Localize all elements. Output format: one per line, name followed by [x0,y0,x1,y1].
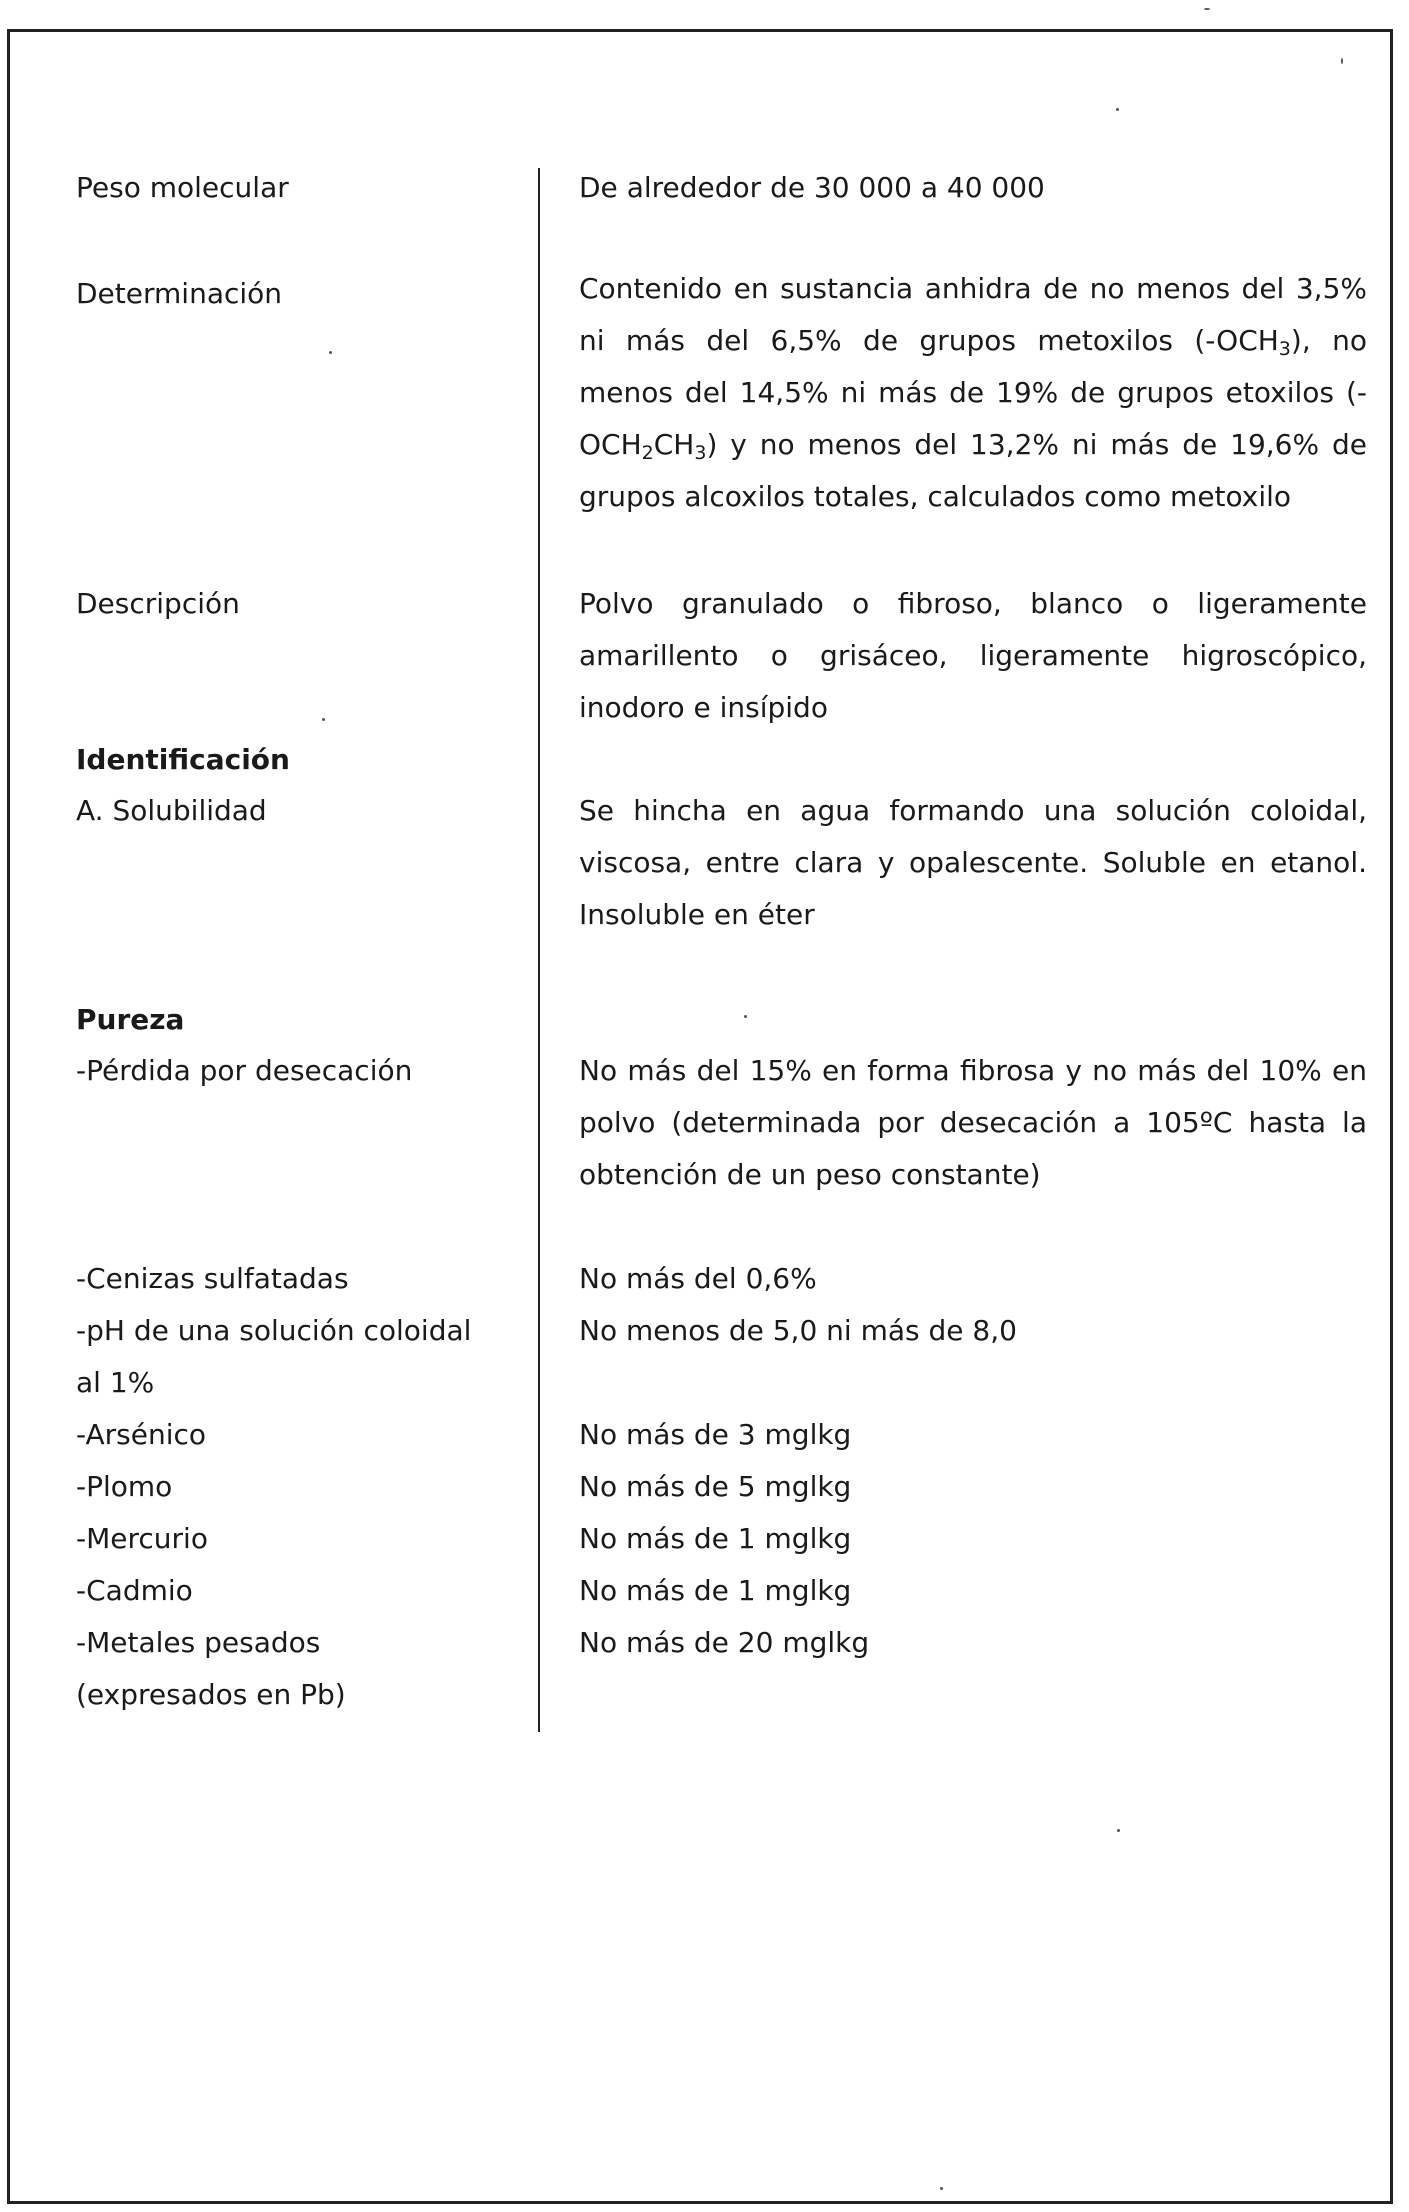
value-line: Se hincha en agua formando una solución coloidal, [579,794,1367,827]
value-line: obtención de un peso constante) [579,1158,1041,1191]
value-perdida-desecacion [579,1045,1367,1201]
label-mercurio: -Mercurio [76,1522,208,1555]
scan-speck [940,2187,943,2190]
value-line: No más del 15% en forma fibrosa y no más del 10% en [579,1054,1367,1087]
scan-speck [322,718,325,721]
label-solubilidad: A. Solubilidad [76,794,267,827]
heading-pureza: Pureza [76,1003,185,1036]
scan-speck [329,351,332,354]
value-line: No más de 5 mglkg [579,1470,852,1503]
value-line: viscosa, entre clara y opalescente. Soluble en etanol. [579,846,1367,879]
value-line: No más del 0,6% [579,1262,817,1295]
scan-speck [744,1015,747,1018]
value-plomo [579,1461,1367,1513]
value-line: De alrededor de 30 000 a 40 000 [579,171,1045,204]
value-line: grupos alcoxilos totales, calculados como metoxilo [579,480,1292,513]
value-arsenico [579,1409,1367,1461]
label-line: (expresados en Pb) [76,1678,346,1711]
value-solubilidad [579,785,1367,941]
column-divider [538,168,540,1732]
label-line: -Metales pesados [76,1626,321,1659]
scan-speck [1204,8,1210,10]
value-line: polvo (determinada por desecación a 105ºC hasta la [579,1106,1367,1139]
value-line: No más de 1 mglkg [579,1574,852,1607]
label-descripcion: Descripción [76,587,240,620]
value-determinacion [579,263,1367,523]
scan-speck [1116,108,1119,111]
value-line: No más de 1 mglkg [579,1522,852,1555]
value-mercurio [579,1513,1367,1565]
value-line: ni más del 6,5% de grupos metoxilos $(-OCH_3)$, no [579,324,1367,360]
value-line: $OCH_2CH_3$) y no menos del 13,2% ni más de 19,6% de [579,428,1367,464]
value-line: No menos de 5,0 ni más de 8,0 [579,1314,1017,1347]
value-line: amarillento o grisáceo, ligeramente higroscópico, [579,639,1367,672]
value-metales-pesados [579,1617,1367,1669]
scan-speck [1341,58,1343,64]
value-peso-molecular [579,162,1367,214]
scan-speck [1117,1829,1120,1832]
label-line: -pH de una solución coloidal [76,1314,472,1347]
label-ph [76,1305,471,1409]
value-cadmio [579,1565,1367,1617]
value-line: Insoluble en éter [579,898,815,931]
label-cadmio: -Cadmio [76,1574,193,1607]
label-perdida-desecacion: -Pérdida por desecación [76,1054,413,1087]
label-metales-pesados [76,1617,346,1721]
value-line: Contenido en sustancia anhidra de no menos del 3,5% [579,272,1367,305]
value-line: menos del 14,5% ni más de 19% de grupos etoxilos (- [579,376,1367,409]
label-line: al 1% [76,1366,155,1399]
label-peso-molecular: Peso molecular [76,171,289,204]
label-plomo: -Plomo [76,1470,173,1503]
value-descripcion [579,578,1367,734]
value-line: inodoro e insípido [579,691,828,724]
value-line: No más de 20 mglkg [579,1626,870,1659]
label-determinacion: Determinación [76,277,283,310]
heading-identificacion: Identificación [76,743,290,776]
value-cenizas-sulfatadas [579,1253,1367,1305]
label-cenizas-sulfatadas: -Cenizas sulfatadas [76,1262,349,1295]
value-line: Polvo granulado o fibroso, blanco o ligeramente [579,587,1367,620]
value-ph [579,1305,1367,1357]
label-arsenico: -Arsénico [76,1418,207,1451]
value-line: No más de 3 mglkg [579,1418,852,1451]
